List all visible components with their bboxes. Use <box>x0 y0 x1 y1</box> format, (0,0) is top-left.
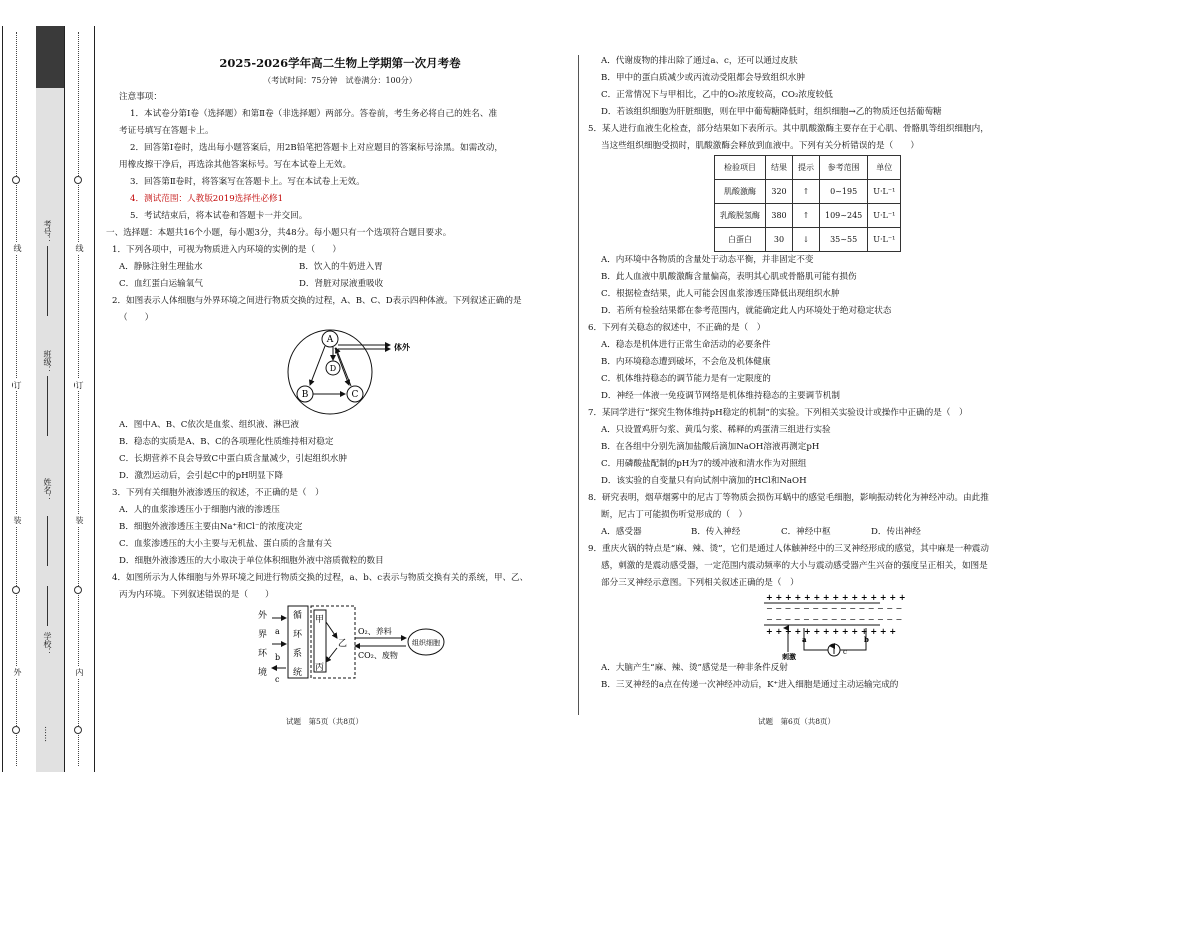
q7-option-d: D．该实验的自变量只有向试剂中滴加的HCl和NaOH <box>601 476 807 486</box>
column-divider <box>578 55 579 715</box>
fig2-node-b: B <box>301 390 309 400</box>
q4-figure <box>106 604 574 686</box>
q2-stem-line1: 2．如图表示人体细胞与外界环境之间进行物质交换的过程，A、B、C、D表示四种体液。下列叙述正确的是 <box>112 296 522 306</box>
school-label: 学校： <box>43 632 52 656</box>
name-label: 姓名： <box>43 478 52 502</box>
table-header: 结果 <box>766 156 793 180</box>
class-field[interactable] <box>47 376 48 436</box>
fig9-plus-top: + + + + + + + + + + + + + + + <box>766 592 906 602</box>
table-header: 参考范围 <box>820 156 868 180</box>
q1-options-row2 <box>106 276 574 293</box>
notice-2a: 2．回答第Ⅰ卷时，选出每小题答案后，用2B铅笔把答题卡上对应题目的答案标号涂黑。如需改动， <box>130 143 503 153</box>
section-heading: 一、选择题：本题共16个小题，每小题3分，共48分。每小题只有一个选项符合题目要求。 <box>106 228 452 238</box>
exam-number-field[interactable] <box>47 246 48 316</box>
table-cell: ↓ <box>793 228 820 252</box>
fig9-meter-c: c <box>843 648 847 656</box>
q1-options-row1 <box>106 259 574 276</box>
fig9-point-a: a <box>802 635 807 644</box>
table-cell: 320 <box>766 180 793 204</box>
q2-option-c: C．长期营养不良会导致C中蛋白质含量减少，引起组织水肿 <box>119 454 347 464</box>
binding-strip <box>2 26 94 772</box>
exam-title: 2025-2026学年高二生物上学期第一次月考卷 <box>219 56 461 70</box>
q8-option-a: A．感受器 <box>601 527 642 537</box>
fig2-node-a: A <box>326 335 334 345</box>
left-column <box>106 55 574 686</box>
outer-mark-xian: 线 <box>13 244 22 252</box>
fig4-ext-3: 环 <box>258 649 268 659</box>
q1-stem: 1．下列各项中，可视为物质进入内环境的实例的是（ ） <box>112 245 341 255</box>
fig4-sys-2: 环 <box>293 630 303 640</box>
q2-stem-line2: （ ） <box>119 313 154 323</box>
fig2-outside-label: 体外 <box>394 342 410 352</box>
q6-option-d: D．神经一体液一免疫调节网络是机体维持稳态的主要调节机制 <box>601 391 840 401</box>
notice-5: 5．考试结束后，将本试卷和答题卡一并交回。 <box>130 211 308 221</box>
q6-option-c: C．机体维持稳态的调节能力是有一定限度的 <box>601 374 771 384</box>
exam-number-label: 考号： <box>43 220 52 244</box>
outer-mark-wai: 外 <box>13 668 22 676</box>
q8-stem-line2: 断，尼古丁可能损伤听觉形成的（ ） <box>601 510 748 520</box>
blood-test-table <box>714 155 901 252</box>
table-cell: ↑ <box>793 204 820 228</box>
q3-stem: 3．下列有关细胞外液渗透压的叙述，不正确的是（ ） <box>112 488 324 498</box>
fig4-bing: 丙 <box>315 663 325 673</box>
q5-stem-line2: 当这些组织细胞受损时，肌酸激酶会释放到血液中。下列有关分析错误的是（ ） <box>601 141 919 151</box>
notice-1b: 考证号填写在答题卡上。 <box>119 126 214 136</box>
q5-option-c: C．根据检查结果，此人可能会因血浆渗透压降低出现组织水肿 <box>601 289 840 299</box>
q9-stem-line1: 9．重庆火锅的特点是“麻、辣、烫”，它们是通过人体触神经中的三叉神经形成的感觉，其中麻是一种震动 <box>588 544 989 554</box>
q3-option-b: B．细胞外液渗透压主要由Na⁺和Cl⁻的浓度决定 <box>119 522 303 532</box>
q2-figure <box>106 327 574 417</box>
notice-2b: 用橡皮擦干净后，再选涂其他答案标号。写在本试卷上无效。 <box>119 160 352 170</box>
fig4-sys-1: 循 <box>293 611 303 621</box>
q2-option-d: D．激烈运动后，会引起C中的pH明显下降 <box>119 471 283 481</box>
q7-option-a: A．只设置鸡肝匀浆、黄瓜匀浆、稀释的鸡蛋清三组进行实验 <box>601 425 831 435</box>
table-cell: 109~245 <box>820 204 868 228</box>
q7-option-c: C．用磷酸盐配制的pH为7的缓冲液和清水作为对照组 <box>601 459 807 469</box>
fig9-plus-bottom: + + + + + + + + + + + + + + <box>766 626 897 636</box>
q9-option-a: A．大脑产生“麻、辣、烫”感觉是一种非条件反射 <box>601 663 788 673</box>
fig4-label-a: a <box>275 627 280 636</box>
q1-option-b: B．饮入的牛奶进入胃 <box>299 262 383 272</box>
material-exchange-diagram <box>106 604 574 686</box>
table-cell: 35~55 <box>820 228 868 252</box>
q7-option-b: B．在各组中分别先滴加盐酸后滴加NaOH溶液再测定pH <box>601 442 820 452</box>
right-column <box>588 53 1188 694</box>
table-cell: 0~195 <box>820 180 868 204</box>
table-cell: 380 <box>766 204 793 228</box>
table-cell: U·L⁻¹ <box>868 228 901 252</box>
binding-dark-block <box>36 26 64 88</box>
left-footer: 试题 第5页（共8页） <box>286 717 364 726</box>
table-cell: 肌酸激酶 <box>715 180 766 204</box>
q7-stem: 7．某同学进行“探究生物体维持pH稳定的机制”的实验。下列相关实验设计或操作中正确的是（ ） <box>588 408 968 418</box>
notice-1a: 1．本试卷分第Ⅰ卷（选择题）和第Ⅱ卷（非选择题）两部分。答卷前，考生务必将自己的姓名、准 <box>130 109 498 119</box>
outer-mark-ding: 订 <box>13 381 22 389</box>
table-row <box>715 180 901 204</box>
q4-option-b: B．甲中的蛋白质减少或丙流动受阻都会导致组织水肿 <box>601 73 805 83</box>
q9-option-b: B．三叉神经的a点在传递一次神经冲动后，K⁺进入细胞是通过主动运输完成的 <box>601 680 899 690</box>
table-header-row <box>715 156 901 180</box>
fig4-jia: 甲 <box>315 615 325 625</box>
q3-option-d: D．细胞外液渗透压的大小取决于单位体积细胞外液中溶质微粒的数目 <box>119 556 384 566</box>
q2-option-b: B．稳态的实质是A、B、C的各项理化性质维持相对稳定 <box>119 437 334 447</box>
inner-mark-nei: 内 <box>75 668 84 676</box>
fig9-minus-top: − − − − − − − − − − − − − − − <box>766 604 903 613</box>
q9-figure <box>588 592 1188 660</box>
fig9-minus-bottom: − − − − − − − − − − − − − − − <box>766 615 903 624</box>
inner-mark-ding: 订 <box>75 381 84 389</box>
table-cell: 30 <box>766 228 793 252</box>
name-field[interactable] <box>47 516 48 566</box>
fig4-ext-2: 界 <box>258 630 268 640</box>
fig4-cell: 组织细胞 <box>412 639 440 647</box>
q8-stem-line1: 8．研究表明，烟草烟雾中的尼古丁等物质会损伤耳蜗中的感觉毛细胞，影响振动转化为神经冲动。由此推 <box>588 493 989 503</box>
inner-mark-zhuang: 装 <box>75 516 84 524</box>
class-label: 班级： <box>43 350 52 374</box>
q9-stem-line3: 部分三叉神经示意图。下列相关叙述正确的是（ ） <box>601 578 799 588</box>
q2-option-a: A．图中A、B、C依次是血浆、组织液、淋巴液 <box>119 420 299 430</box>
q4-option-d: D．若该组织细胞为肝脏细胞，则在甲中葡萄糖降低时，组织细胞→乙的物质还包括葡萄糖 <box>601 107 942 117</box>
fig4-label-b: b <box>275 653 281 662</box>
fig9-point-b: b <box>864 635 869 644</box>
table-header: 提示 <box>793 156 820 180</box>
nerve-diagram <box>588 592 1188 660</box>
inner-mark-xian: 线 <box>75 244 84 252</box>
q6-stem: 6．下列有关稳态的叙述中，不正确的是（ ） <box>588 323 766 333</box>
body-fluid-diagram <box>106 327 574 417</box>
q6-option-b: B．内环境稳态遭到破坏，不会危及机体健康 <box>601 357 771 367</box>
q5-stem-line1: 5．某人进行血液生化检查，部分结果如下表所示。其中肌酸激酶主要存在于心肌、骨骼肌等组织细胞内， <box>588 124 989 134</box>
q6-option-a: A．稳态是机体进行正常生命活动的必要条件 <box>601 340 771 350</box>
q4-stem-line1: 4．如图所示为人体细胞与外界环境之间进行物质交换的过程，a、b、c表示与物质交换有关的系统，甲、乙、 <box>112 573 529 583</box>
fig4-yi: 乙 <box>338 639 348 649</box>
fig9-stim-label: 刺激 <box>782 652 796 660</box>
fig4-out-label: CO₂、废物 <box>358 651 398 660</box>
table-cell: U·L⁻¹ <box>868 180 901 204</box>
q1-option-d: D．肾脏对尿液重吸收 <box>299 279 384 289</box>
fig4-in-label: O₂、养料 <box>358 627 392 636</box>
table-cell: 白蛋白 <box>715 228 766 252</box>
q3-option-c: C．血浆渗透压的大小主要与无机盐、蛋白质的含量有关 <box>119 539 332 549</box>
binding-dots: …… <box>43 726 52 742</box>
notice-4-scope: 4．测试范围：人教版2019选择性必修1 <box>130 194 284 204</box>
q8-options <box>588 524 1188 541</box>
fig4-ext-1: 外 <box>258 611 268 621</box>
table-row <box>715 228 901 252</box>
exam-subtitle: （考试时间：75分钟 试卷满分：100分） <box>263 76 417 85</box>
q4-option-a: A．代谢废物的排出除了通过a、c，还可以通过皮肤 <box>601 56 798 66</box>
table-cell: ↑ <box>793 180 820 204</box>
outer-mark-zhuang: 装 <box>13 516 22 524</box>
table-header: 单位 <box>868 156 901 180</box>
fig4-sys-3: 系 <box>293 649 303 659</box>
q8-option-d: D．传出神经 <box>871 527 921 537</box>
q5-option-a: A．内环境中各物质的含量处于动态平衡，并非固定不变 <box>601 255 814 265</box>
notice-3: 3．回答第Ⅱ卷时，将答案写在答题卡上。写在本试卷上无效。 <box>130 177 365 187</box>
fig2-node-c: C <box>351 390 359 400</box>
q4-option-c: C．正常情况下与甲相比，乙中的O₂浓度较高，CO₂浓度较低 <box>601 90 833 100</box>
q8-option-c: C．神经中枢 <box>781 527 831 537</box>
table-row <box>715 204 901 228</box>
binding-gray-band <box>36 26 64 772</box>
q5-option-d: D．若所有检验结果都在参考范围内，就能确定此人内环境处于绝对稳定状态 <box>601 306 892 316</box>
q9-stem-line2: 感，刺激的是震动感受器，一定范围内震动频率的大小与震动感受器产生兴奋的强度呈正相关，如图是 <box>601 561 988 571</box>
q1-option-c: C．血红蛋白运输氧气 <box>119 279 203 289</box>
fig4-label-c: c <box>275 675 280 684</box>
fig4-sys-4: 统 <box>293 668 303 678</box>
q5-option-b: B．此人血液中肌酸激酶含量偏高，表明其心肌或骨骼肌可能有损伤 <box>601 272 857 282</box>
q4-stem-line2: 丙为内环境。下列叙述错误的是（ ） <box>119 590 274 600</box>
q1-option-a: A．静脉注射生理盐水 <box>119 262 203 272</box>
table-header: 检验项目 <box>715 156 766 180</box>
school-field[interactable] <box>47 586 48 626</box>
table-cell: 乳酸脱氢酶 <box>715 204 766 228</box>
fig4-ext-4: 境 <box>258 668 268 678</box>
right-footer: 试题 第6页（共8页） <box>758 717 836 726</box>
notice-heading: 注意事项： <box>119 92 162 102</box>
table-cell: U·L⁻¹ <box>868 204 901 228</box>
q8-option-b: B．传入神经 <box>691 527 741 537</box>
q3-option-a: A．人的血浆渗透压小于细胞内液的渗透压 <box>119 505 280 515</box>
fig2-node-d: D <box>329 364 337 373</box>
